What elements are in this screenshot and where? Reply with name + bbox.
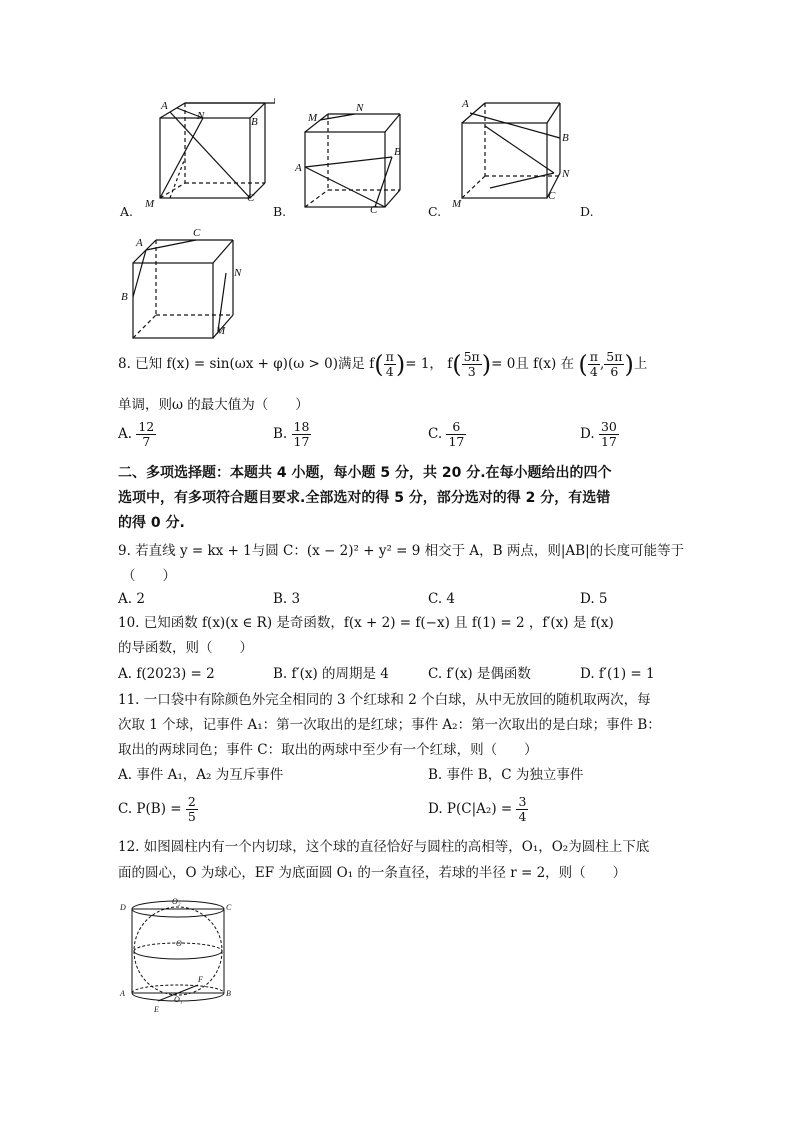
q12-label-A: A [120, 989, 125, 998]
q7-option-b[interactable]: B. [273, 204, 287, 219]
q8-option-c-num: 6 [446, 420, 466, 435]
q8-stem-line1: 8. 已知 f(x) = sin(ωx + φ)(ω > 0)满足 f( $\frac{\pi}{4}$ )= 1， f( $\frac{5\pi}{3}$ )= 0且 f(x) 在 ( $\frac{\pi}{4}$ , $\frac{5\pi}{6}$ )上 [118, 349, 648, 379]
fig-d-label-B: B [121, 291, 128, 303]
q9-option-d[interactable]: D. 5 [580, 591, 608, 607]
q8-text-a: 8. 已知 f(x) = sin(ωx + φ)(ω > 0)满足 f [118, 356, 375, 372]
q8-frac1-den: 4 [385, 364, 394, 379]
q12-stem-line1: 12. 如图圆柱内有一个内切球，这个球的直径恰好与圆柱的高相等，O₁，O₂为圆柱上下底 [118, 839, 650, 855]
q11-option-d-text: D. P(C|A₂) = [428, 801, 513, 817]
fig-c-label-A: A [462, 98, 469, 110]
q7-figure-a [115, 98, 275, 220]
q11-option-d[interactable] [428, 795, 528, 824]
q10-stem-line1: 10. 已知函数 f(x)(x ∈ R) 是奇函数，f(x + 2) = f(−x) 且 f(1) = 2 ，f′(x) 是 f(x) [118, 615, 614, 631]
q11-option-c-text: C. P(B) = [118, 801, 182, 817]
fig-c-label-B: B [562, 132, 569, 144]
q8-option-a-num: 12 [138, 419, 155, 434]
q8-interval-a-num: π [589, 349, 598, 364]
q8-text-b: = 1， [405, 356, 443, 372]
q8-option-c-label: C. [428, 426, 443, 442]
q7-option-a[interactable]: A. [120, 204, 134, 219]
fig-a-label-A: A [161, 100, 168, 112]
q8-option-c-den: 17 [448, 434, 465, 449]
q7-figure-b [290, 102, 410, 220]
q8-option-c[interactable] [428, 420, 466, 449]
q9-option-c[interactable]: C. 4 [428, 591, 456, 607]
q8-option-a-den: 7 [142, 434, 151, 449]
q8-option-b-label: B. [273, 426, 288, 442]
q12-label-O2: O₂ [172, 897, 181, 906]
q12-label-O: O [176, 939, 182, 948]
q8-option-a[interactable] [118, 420, 156, 449]
q8-option-d-den: 17 [600, 434, 617, 449]
q11-option-b[interactable]: B. 事件 B，C 为独立事件 [428, 767, 584, 783]
q11-option-d-num: 3 [518, 794, 527, 809]
q7-figure-d [118, 225, 248, 343]
fig-b-label-B: B [394, 146, 401, 158]
q8-option-b-num: 18 [293, 419, 310, 434]
q11-stem-line2: 次取 1 个球，记事件 A₁：第一次取出的是红球；事件 A₂：第一次取出的是白球；事件 B： [118, 717, 661, 733]
q12-cylinder-figure [118, 895, 238, 1020]
q9-option-a[interactable]: A. 2 [118, 591, 145, 607]
q12-label-O1: O₁ [174, 995, 183, 1004]
fig-b-label-A: A [295, 162, 302, 174]
q12-label-B: B [226, 989, 231, 998]
fig-d-label-N: N [234, 267, 242, 279]
q11-stem-line3: 取出的两球同色；事件 C：取出的两球中至少有一个红球，则（ ） [118, 742, 538, 758]
q9-option-b[interactable]: B. 3 [273, 591, 301, 607]
q11-option-d-den: 4 [518, 809, 527, 824]
fig-b-label-N: N [356, 102, 364, 114]
q8-interval-b-num: 5π [606, 349, 623, 364]
q10-option-a[interactable]: A. f(2023) = 2 [118, 666, 215, 682]
q7-figure-c [450, 98, 580, 218]
q8-option-d-label: D. [580, 426, 595, 442]
q12-label-E: E [154, 1005, 159, 1014]
q10-stem-line2: 的导函数，则（ ） [118, 640, 253, 656]
q8-option-d-num: 30 [600, 419, 617, 434]
fig-d-label-M: M [216, 325, 226, 337]
fig-d-label-A: A [136, 237, 143, 249]
fig-a-label-B: B [251, 116, 258, 128]
q10-option-b[interactable]: B. f′(x) 的周期是 4 [273, 666, 389, 682]
q8-frac2-num: 5π [463, 349, 480, 364]
fig-a-label-C: C [247, 192, 255, 204]
q8-frac2-den: 3 [467, 364, 476, 379]
fig-b-label-M: M [308, 112, 318, 124]
q8-option-d[interactable] [580, 420, 619, 449]
section2-heading-line2: 选项中，有多项符合题目要求.全部选对的得 5 分，部分选对的得 2 分，有选错 [118, 490, 611, 506]
fig-c-label-M: M [452, 198, 462, 210]
q10-option-d[interactable]: D. f′(1) = 1 [580, 666, 655, 682]
q11-option-a[interactable]: A. 事件 A₁，A₂ 为互斥事件 [118, 767, 284, 783]
q11-option-c-num: 2 [187, 794, 196, 809]
q7-option-d[interactable]: D. [580, 204, 594, 219]
q11-option-c-den: 5 [187, 809, 196, 824]
fig-a-label-N: N [197, 110, 205, 122]
q9-stem-line2: （ ） [122, 568, 176, 584]
fig-c-label-C: C [548, 190, 556, 202]
q8-interval-b-den: 6 [610, 364, 619, 379]
section2-heading-line1: 二、多项选择题：本题共 4 小题，每小题 5 分，共 20 分.在每小题给出的四个 [118, 465, 612, 481]
q11-stem-line1: 11. 一口袋中有除颜色外完全相同的 3 个红球和 2 个白球，从中无放回的随机取两次，每 [118, 692, 651, 708]
q8-option-b[interactable] [273, 420, 311, 449]
fig-c-label-N: N [562, 168, 570, 180]
q12-stem-line2: 面的圆心，O 为球心，EF 为底面圆 O₁ 的一条直径，若球的半径 r = 2，则（ ） [118, 865, 627, 881]
q11-option-c[interactable] [118, 795, 198, 824]
q8-text-e: 上 [633, 356, 648, 372]
q9-stem-line1: 9. 若直线 y = kx + 1与圆 C：(x − 2)² + y² = 9 相交于 A，B 两点，则|AB|的长度可能等于 [118, 543, 685, 559]
q8-frac1-num: π [385, 349, 394, 364]
q7-option-c[interactable]: C. [428, 204, 442, 219]
q8-option-a-label: A. [118, 426, 133, 442]
q12-label-F: F [198, 975, 203, 984]
q8-text-d: = 0且 f(x) 在 [491, 356, 575, 372]
q12-label-D: D [120, 903, 126, 912]
fig-a-label-M: M [145, 198, 155, 210]
fig-d-label-C: C [193, 227, 201, 239]
q8-text-c: f [447, 356, 453, 372]
q8-stem-line2: 单调，则ω 的最大值为（ ） [118, 397, 309, 413]
fig-b-label-C: C [370, 204, 378, 216]
q10-option-c[interactable]: C. f′(x) 是偶函数 [428, 666, 531, 682]
q8-interval-a-den: 4 [589, 364, 598, 379]
q12-label-C: C [226, 903, 232, 912]
section2-heading-line3: 的得 0 分. [118, 515, 185, 531]
q8-option-b-den: 17 [293, 434, 310, 449]
